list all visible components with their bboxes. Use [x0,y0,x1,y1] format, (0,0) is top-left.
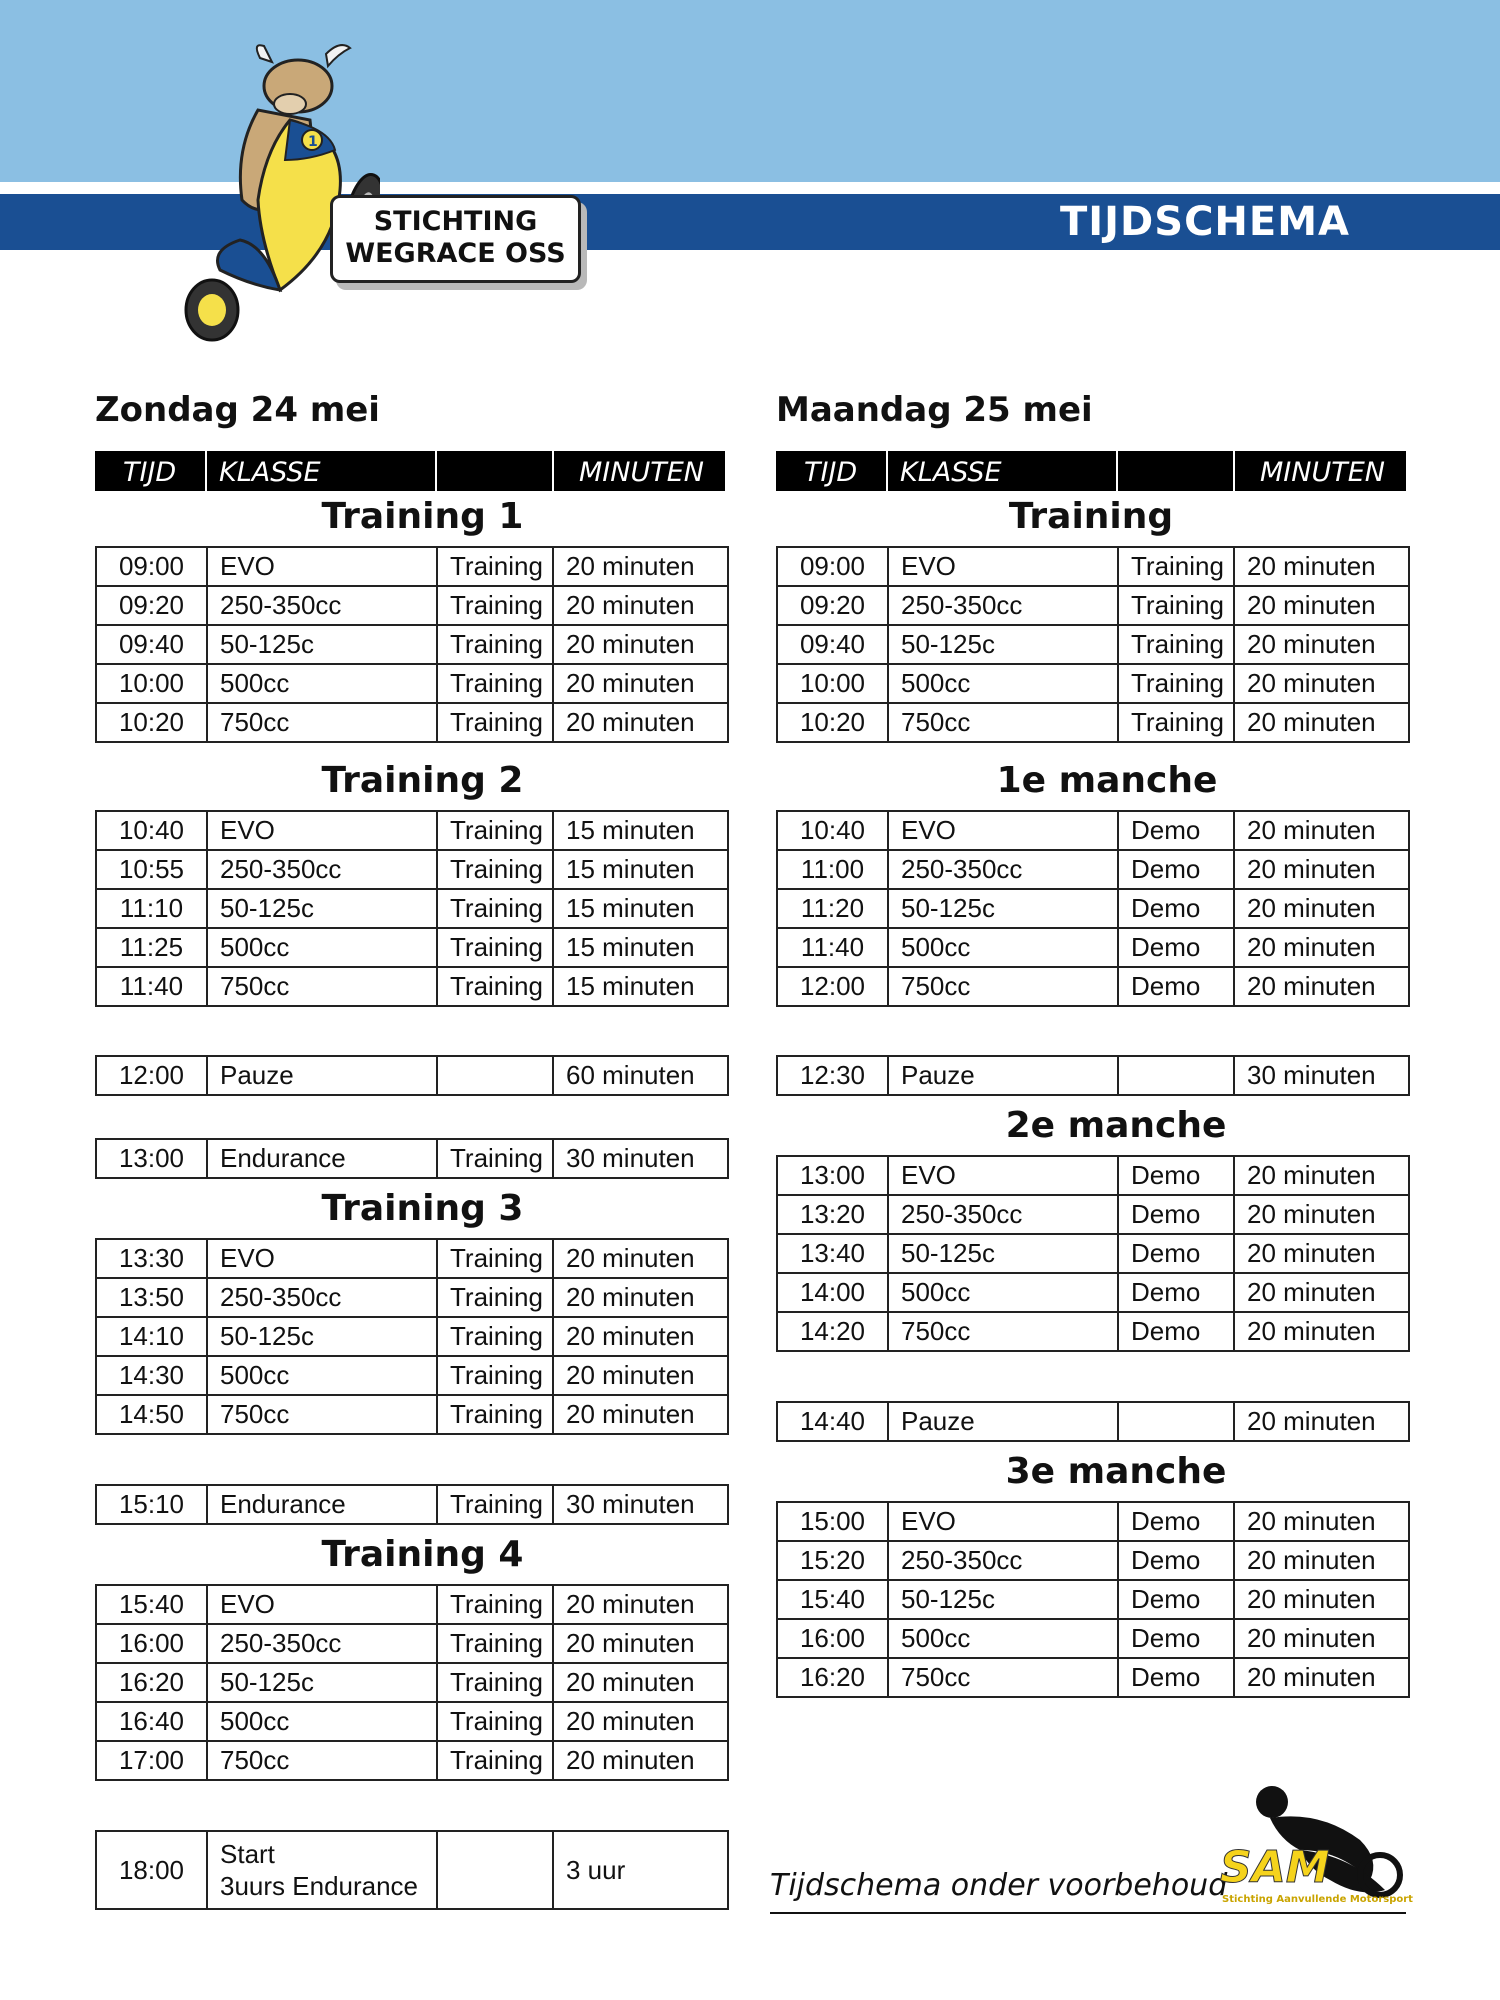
cell-minutes: 20 minuten [1234,1312,1409,1351]
header-tijd: TIJD [123,457,177,488]
cell-class: Endurance [207,1139,437,1178]
cell-time: 15:00 [777,1502,888,1541]
cell-type: Training [437,1395,553,1434]
cell-class-line-2: 3uurs Endurance [220,1871,419,1901]
cell-class: EVO [888,1502,1118,1541]
cell-class [207,1831,437,1909]
cell-minutes: 20 minuten [1234,889,1409,928]
cell-time: 12:00 [96,1056,207,1095]
cell-time: 15:40 [96,1585,207,1624]
section-title-training-3: Training 3 [321,1188,524,1229]
cell-class: 500cc [888,664,1118,703]
table-row [777,1541,1409,1580]
cell-time: 11:00 [777,850,888,889]
cell-minutes: 20 minuten [1234,547,1409,586]
cell-time: 09:40 [96,625,207,664]
cell-minutes: 20 minuten [553,703,728,742]
cell-minutes: 20 minuten [1234,1502,1409,1541]
cell-time: 13:30 [96,1239,207,1278]
cell-type: Training [1118,625,1234,664]
cell-time: 13:20 [777,1195,888,1234]
table-row [96,1356,728,1395]
cell-class: Pauze [888,1056,1118,1095]
sam-logo-subtitle: Stichting Aanvullende Motorsport [1222,1894,1413,1905]
logo-nameplate [330,195,581,283]
logo-line-1: STICHTING [373,206,538,237]
footer-divider [770,1912,1406,1914]
cell-time: 17:00 [96,1741,207,1780]
cell-minutes: 20 minuten [553,547,728,586]
cell-minutes: 20 minuten [1234,664,1409,703]
cell-type: Training [1118,586,1234,625]
cell-type: Training [437,928,553,967]
table-row [777,1658,1409,1697]
table-row [96,586,728,625]
cell-class: 500cc [888,1619,1118,1658]
cell-type: Demo [1118,850,1234,889]
cell-time: 11:20 [777,889,888,928]
cell-class: 250-350cc [207,586,437,625]
table-row [96,928,728,967]
day-1-final-table [95,1830,729,1910]
cell-time: 14:30 [96,1356,207,1395]
cell-type: Training [437,547,553,586]
table-row [777,664,1409,703]
day-2-manche-1-table [776,810,1410,1007]
cell-minutes: 20 minuten [553,1702,728,1741]
page-title: TIJDSCHEMA [1060,199,1350,245]
cell-class: Pauze [207,1056,437,1095]
cell-class: 500cc [207,928,437,967]
cell-type: Training [437,1278,553,1317]
day-1-table-header [95,451,725,491]
cell-time: 09:20 [777,586,888,625]
header-klasse: KLASSE [219,457,321,488]
cell-class: EVO [888,547,1118,586]
cell-type: Demo [1118,1580,1234,1619]
cell-time: 18:00 [96,1831,207,1909]
header-klasse: KLASSE [900,457,1002,488]
cell-type: Training [437,664,553,703]
cell-class: 50-125c [888,889,1118,928]
table-row [777,703,1409,742]
day-1-training-3-table [95,1238,729,1435]
table-row [96,1831,728,1909]
cell-minutes: 20 minuten [553,1356,728,1395]
cell-class: 50-125c [888,625,1118,664]
cell-minutes: 20 minuten [1234,1273,1409,1312]
cell-minutes: 20 minuten [553,1663,728,1702]
day-2-table-header [776,451,1406,491]
cell-class: 500cc [207,1702,437,1741]
section-title-training-2: Training 2 [321,760,524,801]
table-row [777,850,1409,889]
cell-type: Demo [1118,1195,1234,1234]
cell-type: Demo [1118,1619,1234,1658]
table-row [96,889,728,928]
table-row [777,1502,1409,1541]
table-row [777,1195,1409,1234]
table-row [777,1402,1409,1441]
table-row [96,1278,728,1317]
day-1-endurance-table-2 [95,1484,729,1525]
day-2-training-table [776,546,1410,743]
section-title-training-1: Training 1 [321,496,524,537]
cell-class: Endurance [207,1485,437,1524]
cell-type: Demo [1118,928,1234,967]
cell-time: 10:00 [777,664,888,703]
cell-class: 500cc [207,664,437,703]
table-row [96,967,728,1006]
section-title-manche-3: 3e manche [1005,1451,1227,1492]
day-2-manche-2-table [776,1155,1410,1352]
cell-minutes: 60 minuten [553,1056,728,1095]
cell-time: 15:20 [777,1541,888,1580]
cell-minutes: 30 minuten [1234,1056,1409,1095]
table-row [96,547,728,586]
cell-type: Training [437,1239,553,1278]
day-1-endurance-table-1 [95,1138,729,1179]
cell-time: 11:10 [96,889,207,928]
cell-class: 750cc [207,1741,437,1780]
cell-time: 14:10 [96,1317,207,1356]
table-row [96,850,728,889]
cell-minutes: 20 minuten [553,1585,728,1624]
footer-note: Tijdschema onder voorbehoud [770,1868,1228,1903]
cell-class: 500cc [888,1273,1118,1312]
cell-minutes: 20 minuten [1234,1658,1409,1697]
cell-type: Training [437,1485,553,1524]
table-row [96,1485,728,1524]
cell-type [1118,1056,1234,1095]
table-row [96,1239,728,1278]
cell-type: Training [437,1317,553,1356]
cell-time: 12:30 [777,1056,888,1095]
cell-minutes: 20 minuten [1234,1580,1409,1619]
cell-time: 13:00 [96,1139,207,1178]
table-row [777,1056,1409,1095]
cell-class: 250-350cc [207,1278,437,1317]
cell-minutes: 20 minuten [1234,967,1409,1006]
day-1-training-1-table [95,546,729,743]
cell-minutes: 20 minuten [1234,850,1409,889]
cell-minutes: 20 minuten [1234,1195,1409,1234]
cell-class: 750cc [207,703,437,742]
cell-time: 16:20 [96,1663,207,1702]
cell-type: Demo [1118,967,1234,1006]
day-2-pauze-table-2 [776,1401,1410,1442]
cell-type: Training [437,889,553,928]
cell-class: 250-350cc [888,850,1118,889]
cell-type: Training [1118,703,1234,742]
cell-time: 16:00 [777,1619,888,1658]
cell-minutes: 20 minuten [1234,1541,1409,1580]
cell-minutes: 20 minuten [553,1317,728,1356]
cell-minutes: 20 minuten [1234,1234,1409,1273]
sam-logo-text: SAM [1220,1842,1330,1893]
cell-class: 500cc [888,928,1118,967]
cell-class: 750cc [207,967,437,1006]
day-2-pauze-table-1 [776,1055,1410,1096]
cell-type: Training [437,1663,553,1702]
cell-time: 14:40 [777,1402,888,1441]
cell-class: 750cc [888,1312,1118,1351]
cell-time: 14:20 [777,1312,888,1351]
cell-class: 250-350cc [888,1195,1118,1234]
table-row [96,1624,728,1663]
table-row [777,547,1409,586]
cell-class: 50-125c [888,1234,1118,1273]
table-row [777,889,1409,928]
cell-type [437,1831,553,1909]
cell-class: 750cc [888,1658,1118,1697]
table-row [777,928,1409,967]
cell-type: Demo [1118,1234,1234,1273]
table-row [777,1234,1409,1273]
cell-minutes: 20 minuten [553,625,728,664]
cell-minutes: 20 minuten [1234,811,1409,850]
table-row [96,703,728,742]
table-row [777,625,1409,664]
cell-time: 13:40 [777,1234,888,1273]
cell-time: 10:00 [96,664,207,703]
sam-logo [1210,1780,1413,1910]
day-2-title: Maandag 25 mei [776,390,1093,430]
header-tijd: TIJD [804,457,858,488]
cell-minutes: 15 minuten [553,928,728,967]
cell-type: Training [437,1624,553,1663]
cell-minutes: 20 minuten [1234,586,1409,625]
cell-class: 250-350cc [207,1624,437,1663]
cell-type: Demo [1118,1156,1234,1195]
table-row [777,1312,1409,1351]
cell-class: EVO [207,811,437,850]
cell-time: 16:20 [777,1658,888,1697]
cell-type: Training [437,703,553,742]
cell-type: Training [437,967,553,1006]
cell-minutes: 20 minuten [553,1395,728,1434]
cell-class: 50-125c [207,889,437,928]
table-row [96,1139,728,1178]
cell-minutes: 20 minuten [553,1239,728,1278]
cell-time: 16:40 [96,1702,207,1741]
cell-class: 250-350cc [888,586,1118,625]
cell-time: 10:40 [777,811,888,850]
svg-text:1: 1 [308,134,318,150]
cell-minutes: 20 minuten [553,664,728,703]
cell-type: Demo [1118,1658,1234,1697]
cell-type: Training [437,1741,553,1780]
cell-class: 750cc [888,967,1118,1006]
cell-minutes: 15 minuten [553,850,728,889]
cell-class: 50-125c [888,1580,1118,1619]
cell-minutes: 15 minuten [553,811,728,850]
table-row [96,664,728,703]
cell-minutes: 20 minuten [1234,928,1409,967]
table-row [96,811,728,850]
cell-time: 10:20 [777,703,888,742]
cell-time: 11:25 [96,928,207,967]
table-row [777,1619,1409,1658]
cell-time: 13:00 [777,1156,888,1195]
cell-type: Demo [1118,1541,1234,1580]
day-1-training-2-table [95,810,729,1007]
day-1-training-4-table [95,1584,729,1781]
cell-class: EVO [888,811,1118,850]
cell-time: 14:50 [96,1395,207,1434]
table-row [96,1741,728,1780]
cell-class: 750cc [207,1395,437,1434]
cell-type: Training [437,625,553,664]
cell-time: 15:10 [96,1485,207,1524]
cell-time: 09:20 [96,586,207,625]
cell-type: Training [1118,664,1234,703]
cell-time: 13:50 [96,1278,207,1317]
cell-type: Training [437,1139,553,1178]
cell-time: 10:40 [96,811,207,850]
cell-class: 500cc [207,1356,437,1395]
cell-time: 15:40 [777,1580,888,1619]
cell-minutes: 20 minuten [553,1741,728,1780]
cell-class: 50-125c [207,625,437,664]
cell-type [1118,1402,1234,1441]
cell-minutes: 20 minuten [1234,1619,1409,1658]
cell-class: 50-125c [207,1663,437,1702]
cell-class: Pauze [888,1402,1118,1441]
table-row [777,811,1409,850]
cell-time: 10:20 [96,703,207,742]
cell-minutes: 20 minuten [1234,1156,1409,1195]
day-1-title: Zondag 24 mei [95,390,380,430]
cell-type: Training [437,586,553,625]
cell-minutes: 3 uur [553,1831,728,1909]
cell-type: Training [437,1585,553,1624]
logo-line-2: WEGRACE OSS [345,238,566,269]
cell-time: 14:00 [777,1273,888,1312]
cell-minutes: 20 minuten [553,1278,728,1317]
day-2-manche-3-table [776,1501,1410,1698]
cell-time: 09:40 [777,625,888,664]
cell-minutes: 30 minuten [553,1485,728,1524]
cell-time: 12:00 [777,967,888,1006]
table-row [777,1156,1409,1195]
cell-class: 750cc [888,703,1118,742]
cell-minutes: 20 minuten [1234,1402,1409,1441]
section-title-manche-1: 1e manche [996,760,1218,801]
cell-class: 50-125c [207,1317,437,1356]
cell-type: Demo [1118,811,1234,850]
cell-minutes: 20 minuten [1234,703,1409,742]
table-row [96,1317,728,1356]
header-minuten: MINUTEN [1260,457,1385,488]
cell-minutes: 20 minuten [1234,625,1409,664]
cell-type: Demo [1118,1502,1234,1541]
cell-type [437,1056,553,1095]
cell-type: Training [1118,547,1234,586]
table-row [96,1702,728,1741]
table-row [777,967,1409,1006]
table-row [96,1056,728,1095]
table-row [777,586,1409,625]
cell-minutes: 20 minuten [553,1624,728,1663]
club-logo [140,40,580,370]
cell-type: Training [437,1356,553,1395]
cell-minutes: 20 minuten [553,586,728,625]
header-minuten: MINUTEN [579,457,704,488]
cell-class: 250-350cc [888,1541,1118,1580]
cell-time: 11:40 [777,928,888,967]
cell-type: Demo [1118,1273,1234,1312]
cell-class-line-1: Start [220,1839,275,1869]
cell-class: EVO [888,1156,1118,1195]
section-title-training: Training [1008,496,1174,537]
cell-minutes: 30 minuten [553,1139,728,1178]
table-row [777,1580,1409,1619]
cell-time: 09:00 [96,547,207,586]
cell-type: Demo [1118,1312,1234,1351]
cell-minutes: 15 minuten [553,889,728,928]
table-row [96,625,728,664]
cell-type: Training [437,1702,553,1741]
cell-type: Training [437,850,553,889]
cell-time: 16:00 [96,1624,207,1663]
cell-type: Demo [1118,889,1234,928]
day-1-pauze-table [95,1055,729,1096]
table-row [96,1585,728,1624]
cell-time: 09:00 [777,547,888,586]
table-row [777,1273,1409,1312]
cell-class: 250-350cc [207,850,437,889]
cell-time: 11:40 [96,967,207,1006]
cell-class: EVO [207,1585,437,1624]
cell-type: Training [437,811,553,850]
section-title-manche-2: 2e manche [1005,1105,1227,1146]
section-title-training-4: Training 4 [321,1534,524,1575]
cell-time: 10:55 [96,850,207,889]
table-row [96,1395,728,1434]
cell-minutes: 15 minuten [553,967,728,1006]
cell-class: EVO [207,547,437,586]
table-row [96,1663,728,1702]
cell-class: EVO [207,1239,437,1278]
